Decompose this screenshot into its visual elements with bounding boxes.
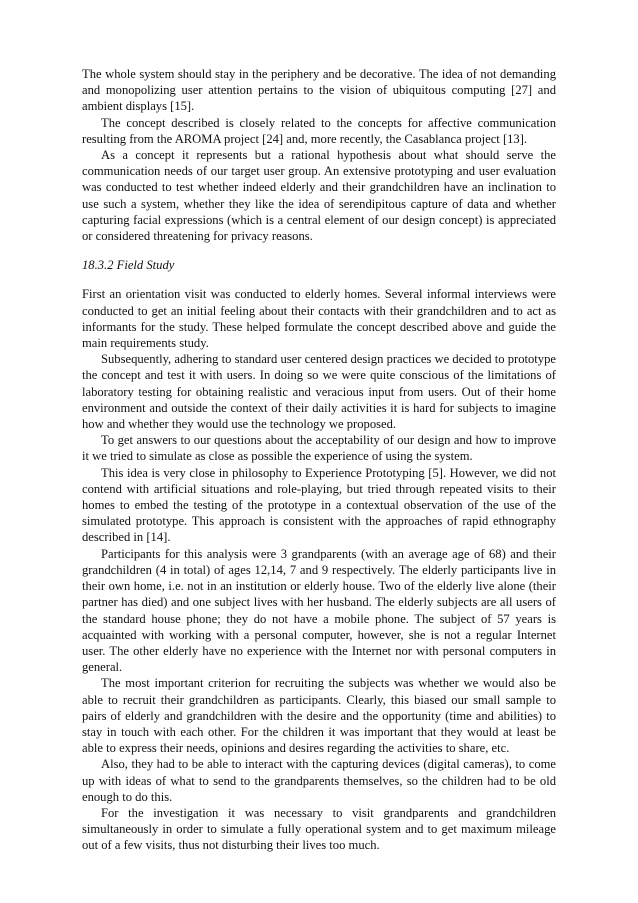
paragraph-orientation: First an orientation visit was conducted to elderly homes. Several informal interviews were conducted to get an initial feeling about their contacts with their grandchildren and to act as informants for the study. These helped formulate the concept described above and guide the main requirements study. (82, 287, 556, 351)
paragraph-periphery: The whole system should stay in the periphery and be decorative. The idea of not demanding and monopolizing user attention pertains to the vision of ubiquitous computing [27] and ambient displays [15]. (82, 67, 556, 114)
paragraph-investigation: For the investigation it was necessary to visit grandparents and grandchildren simultaneously in order to simulate a fully operational system and to get maximum mileage out of a few visits, thus not disturbing their lives too much. (82, 805, 556, 853)
paragraph-participants: Participants for this analysis were 3 grandparents (with an average age of 68) and their grandchildren (4 in total) of ages 12,14, 7 and 9 respectively. The elderly participants live in their own home, i.e. not in an institution or elderly house. Two of the elderly live alone (their partner has died) and one subject lives with her husband. The elderly subjects are all users of the standard house phone; they do not have a mobile phone. The subject of 57 years is acquainted with working with a personal computer, however, she is not a regular Internet user. The other elderly have no experience with the Internet nor with personal computers in general. (82, 546, 556, 675)
paragraph-simulate: To get answers to our questions about the acceptability of our design and how to improve it we tried to simulate as close as possible the experience of using the system. (82, 433, 556, 464)
paragraph-hypothesis: As a concept it represents but a rational hypothesis about what should serve the communication needs of our target user group. An extensive prototyping and user evaluation was conducted to test whether indeed elderly and their grandchildren have an inclination to use such a system, whether they like the idea of serendipitous capture of data and whether capturing facial expressions (which is a central element of our design concept) is appreciated or considered threatening for privacy reasons. (82, 148, 556, 244)
section-concept (82, 66, 556, 244)
section-heading: 18.3.2 Field Study (82, 258, 175, 273)
paragraph-prototype: Subsequently, adhering to standard user centered design practices we decided to prototype the concept and test it with users. In doing so we were quite conscious of the limitations of laboratory testing for obtaining realistic and veracious input from users. Out of their home environment and outside the context of their daily activities it is hard for subjects to imagine how and whether they would use the technology we proposed. (82, 352, 556, 432)
paragraph-capturing-devices: Also, they had to be able to interact with the capturing devices (digital cameras), to come up with ideas of what to send to the grandparents themselves, so the children had to be old enough to do this. (82, 757, 556, 804)
section-field-study (82, 286, 556, 853)
paragraph-experience-prototyping: This idea is very close in philosophy to Experience Prototyping [5]. However, we did not contend with artificial situations and role-playing, but tried through repeated visits to their homes to embed the testing of the prototype in a contextual observation of the use of the simulated prototype. This approach is consistent with the approaches of rapid ethnography described in [14]. (82, 465, 556, 545)
paragraph-criterion: The most important criterion for recruiting the subjects was whether we would also be able to recruit their grandchildren as participants. Clearly, this biased our small sample to pairs of elderly and grandchildren with the desire and the opportunity (time and abilities) to stay in touch with each other. For the children it was important that they would at least be able to express their needs, opinions and desires regarding the activities to share, etc. (82, 676, 556, 756)
document-page (82, 66, 556, 854)
paragraph-aroma: The concept described is closely related to the concepts for affective communication resulting from the AROMA project [24] and, more recently, the Casablanca project [13]. (82, 115, 556, 146)
